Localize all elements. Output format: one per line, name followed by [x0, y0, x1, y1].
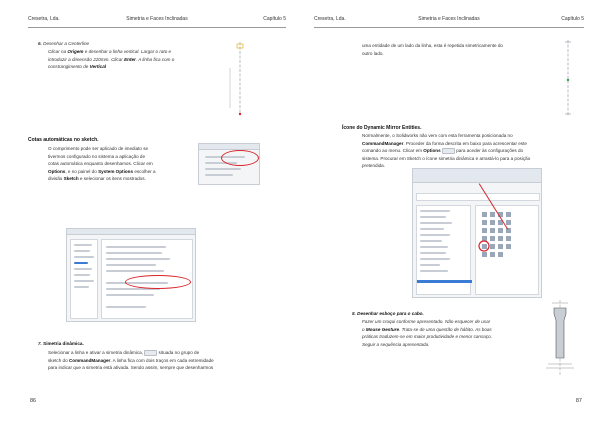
header-chapter: Capítulo 5 — [263, 16, 286, 22]
auto-dims-heading: Cotas automáticas no sketch. — [28, 137, 99, 143]
options-menu-screenshot — [198, 143, 260, 185]
page-number-left: 86 — [30, 398, 37, 404]
mirror-line-sketch-figure — [558, 38, 578, 118]
sketch-options-highlight — [125, 275, 191, 289]
tab-strip — [416, 193, 540, 201]
centerline-sketch — [228, 38, 252, 118]
step8-body: Fazer um croqui conforme apresentado. Não esquecer de usar o Mouse Gesture. Trata-se de uma questão de hábito. As boas práticas traduzem-se em maior produtividade e menor cansaço. Seguir a sequência apresentada. — [362, 319, 492, 347]
page-number-right: 87 — [575, 398, 582, 404]
category-list — [416, 205, 471, 295]
step6-title-line — [38, 40, 89, 48]
step6-title: Desenhar a Centerline — [43, 41, 90, 46]
centerline-sketch-figure — [228, 38, 252, 118]
header-company: Cresetra, Lda. — [314, 16, 346, 22]
step7-number: 7. — [38, 341, 42, 346]
dynamic-mirror-icon — [144, 350, 157, 356]
step8-title-line — [352, 310, 424, 318]
step7-body: Selecionar a linha e ativar a simetria dinâmica, situada no grupo de sketch do CommandManager. A linha fica com dois traços em cada extremidade para indicar que a simetria está ativada. Sendo assim, sempre que desenharmos — [48, 350, 214, 371]
options-tree — [70, 239, 98, 319]
mirror-heading: Ícone do Dynamic Mirror Entities. — [342, 125, 422, 131]
header-company: Cresetra, Lda. — [28, 16, 60, 22]
step8-title: Desenhar esboço para o cabo. — [357, 311, 424, 316]
options-highlight-circle — [221, 150, 259, 166]
step8-number: 8. — [352, 311, 356, 316]
continued-text: uma entidade de um lado da linha, esta é repetida simetricamente do outro lado. — [362, 43, 503, 56]
step7-title: Simetria dinâmica. — [43, 341, 84, 346]
auto-dims-body: O comprimento pode ser aplicado de imediato se tivermos configurado no sistema a aplicação de cotas automática enquanto desenhamos. Clicar em Options, e no painel do System Options escolher a divisão Sketch e selecionar os itens mostrados. — [48, 146, 156, 182]
header-chapter: Capítulo 5 — [561, 16, 584, 22]
mirror-body: Normalmente, o Solidworks não vem com esta ferramenta posicionada no CommandManager. Proceder da forma descrita em baixo para acrescentar este comando ao menu. Clicar em Options para aceder às configurações do sistema. Procurar em Sketch o ícone simetria dinâmica e arrastá-lo para a posição pretendida. — [362, 133, 531, 169]
header-divider — [28, 27, 286, 28]
step6-number: 6. — [38, 41, 42, 46]
page-header-right — [314, 16, 584, 26]
step7-title-line — [38, 340, 84, 348]
header-title: Simetria e Faces Inclinadas — [126, 16, 188, 22]
icon-grid — [475, 205, 539, 295]
step6-body: Clicar na Origem e desenhar a linha vertical. Largar o rato e introduzir a dimensão 220mm. Clicar Enter. A linha fica com o constrangimento de Vertical — [48, 49, 175, 70]
system-options-screenshot — [66, 228, 196, 322]
customize-toolbar-screenshot — [412, 168, 542, 298]
options-gear-icon — [442, 148, 455, 154]
header-title: Simetria e Faces Inclinadas — [418, 16, 480, 22]
page-header — [28, 16, 286, 26]
right-page — [300, 0, 600, 424]
mirror-line-sketch — [558, 38, 578, 118]
header-divider — [314, 27, 584, 28]
handle-sketch-figure — [540, 298, 580, 378]
handle-sketch — [540, 298, 580, 378]
